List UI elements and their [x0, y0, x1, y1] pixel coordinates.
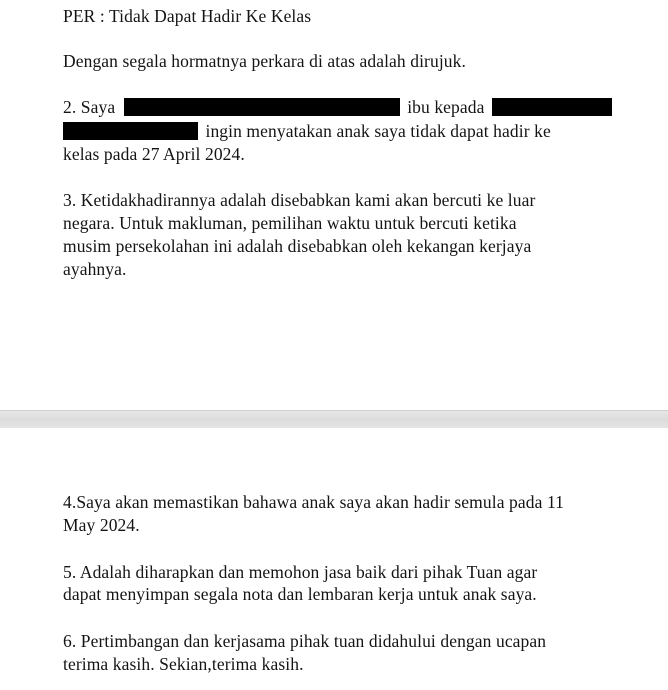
- letter-page-bottom: [0, 428, 668, 690]
- paragraph-6-line-2: terima kasih. Sekian,terima kasih.: [63, 654, 304, 674]
- paragraph-2-line-1: [63, 96, 612, 118]
- paragraph-6-line-1: 6. Pertimbangan dan kerjasama pihak tuan didahului dengan ucapan: [63, 631, 547, 651]
- subject-line: PER : Tidak Dapat Hadir Ke Kelas: [63, 6, 312, 26]
- paragraph-2-line-2: [63, 120, 551, 142]
- paragraph-2-line-3: kelas pada 27 April 2024.: [63, 144, 245, 164]
- paragraph-5-line-1: 5. Adalah diharapkan dan memohon jasa baik dari pihak Tuan agar: [63, 562, 538, 582]
- page-separator: [0, 410, 668, 428]
- paragraph-3-line-3: musim persekolahan ini adalah disebabkan oleh kekangan kerjaya: [63, 236, 532, 256]
- paragraph-3-line-4: ayahnya.: [63, 259, 127, 279]
- opening-line: Dengan segala hormatnya perkara di atas adalah dirujuk.: [63, 51, 466, 71]
- redaction-bar-child: [492, 98, 612, 116]
- para2-mid-text: ibu kepada: [407, 97, 485, 117]
- para2-line2-text: ingin menyatakan anak saya tidak dapat hadir ke: [205, 121, 551, 141]
- redaction-bar-class: [63, 122, 198, 140]
- paragraph-5-line-2: dapat menyimpan segala nota dan lembaran kerja untuk anak saya.: [63, 584, 537, 604]
- paragraph-3-line-2: negara. Untuk makluman, pemilihan waktu untuk bercuti ketika: [63, 213, 517, 233]
- paragraph-4-line-2: May 2024.: [63, 515, 140, 535]
- paragraph-4-line-1: 4.Saya akan memastikan bahawa anak saya akan hadir semula pada 11: [63, 492, 565, 512]
- redaction-bar-name: [124, 98, 400, 116]
- para2-start-text: 2. Saya: [63, 97, 116, 117]
- paragraph-3-line-1: 3. Ketidakhadirannya adalah disebabkan kami akan bercuti ke luar: [63, 190, 536, 210]
